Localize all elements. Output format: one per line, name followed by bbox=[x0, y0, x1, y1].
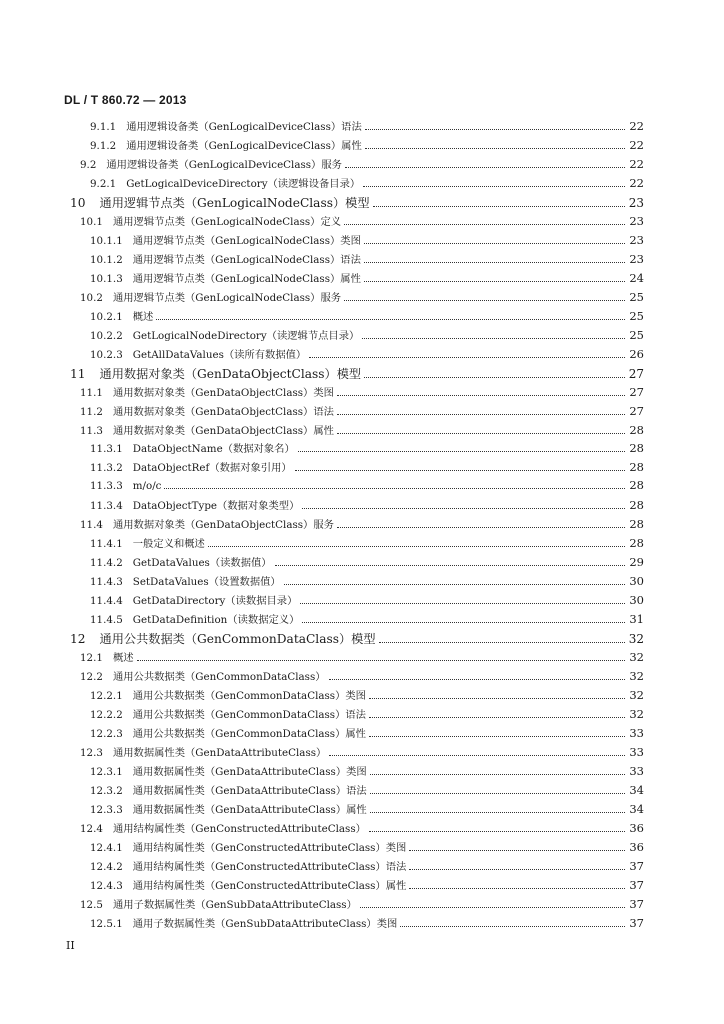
toc-entry-number: 11.3 bbox=[80, 424, 103, 437]
dot-leader bbox=[295, 462, 625, 472]
toc-entry-number: 9.1.1 bbox=[90, 121, 117, 133]
toc-entry-page: 28 bbox=[629, 498, 644, 513]
toc-entry-title: 通用数据对象类（GenDataObjectClass）属性 bbox=[112, 424, 334, 437]
toc-entry-number: 11.3.2 bbox=[90, 462, 123, 475]
toc-entry[interactable] bbox=[64, 763, 644, 782]
dot-leader bbox=[369, 822, 625, 832]
toc-entry-page: 36 bbox=[629, 820, 644, 835]
toc-entry-title: 概述 bbox=[132, 310, 154, 323]
toc-entry-number: 11 bbox=[70, 366, 86, 381]
dot-leader bbox=[369, 727, 625, 737]
dot-leader bbox=[344, 215, 625, 225]
dot-leader bbox=[370, 784, 625, 794]
toc-entry[interactable] bbox=[64, 877, 644, 896]
toc-entry-page: 25 bbox=[629, 308, 644, 323]
dot-leader bbox=[370, 765, 625, 775]
toc-entry[interactable] bbox=[64, 801, 644, 820]
toc-entry-page: 37 bbox=[629, 915, 644, 930]
toc-entry[interactable] bbox=[64, 422, 644, 441]
dot-leader bbox=[302, 500, 625, 510]
toc-entry-title: GetDataValues（读数据值） bbox=[132, 557, 272, 570]
dot-leader bbox=[337, 424, 625, 434]
toc-entry-title: 一般定义和概述 bbox=[132, 538, 205, 551]
toc-entry-page: 27 bbox=[628, 366, 644, 381]
toc-entry-title: 通用数据属性类（GenDataAttributeClass）语法 bbox=[132, 784, 367, 797]
dot-leader bbox=[344, 291, 625, 301]
dot-leader bbox=[337, 519, 625, 529]
toc-entry-title: 通用数据对象类（GenDataObjectClass）语法 bbox=[112, 405, 334, 418]
toc-entry[interactable] bbox=[64, 137, 644, 156]
toc-entry-title: 通用结构属性类（GenConstructedAttributeClass）属性 bbox=[132, 879, 407, 892]
dot-leader bbox=[329, 670, 625, 680]
toc-entry-page: 26 bbox=[629, 346, 644, 361]
toc-entry-number: 12.5 bbox=[80, 898, 103, 911]
toc-entry-title: 通用数据对象类（GenDataObjectClass）类图 bbox=[112, 386, 334, 399]
toc-entry-title: 通用子数据属性类（GenSubDataAttributeClass） bbox=[112, 898, 357, 911]
toc-entry-title: 通用子数据属性类（GenSubDataAttributeClass）类图 bbox=[132, 917, 398, 930]
toc-entry-title: 通用逻辑设备类（GenLogicalDeviceClass）服务 bbox=[106, 158, 342, 171]
toc-entry-page: 28 bbox=[629, 478, 644, 493]
toc-entry-number: 12.5.1 bbox=[90, 917, 123, 930]
toc-entry-title: 通用逻辑节点类（GenLogicalNodeClass）定义 bbox=[112, 215, 342, 228]
toc-entry-title: GetLogicalDeviceDirectory（读逻辑设备目录） bbox=[126, 177, 361, 190]
toc-entry[interactable] bbox=[64, 839, 644, 858]
toc-entry-number: 12.4 bbox=[80, 822, 103, 835]
toc-entry[interactable] bbox=[64, 251, 644, 270]
toc-entry-title: 通用公共数据类（GenCommonDataClass）模型 bbox=[99, 632, 376, 647]
toc-entry[interactable] bbox=[64, 554, 644, 573]
toc-entry-page: 29 bbox=[629, 555, 644, 570]
toc-entry[interactable] bbox=[64, 744, 644, 763]
dot-leader bbox=[373, 196, 625, 207]
toc-entry-page: 37 bbox=[629, 877, 644, 892]
toc-entry[interactable] bbox=[64, 118, 644, 137]
toc-entry[interactable] bbox=[64, 289, 644, 308]
toc-entry[interactable] bbox=[64, 725, 644, 744]
toc-entry[interactable] bbox=[64, 175, 644, 194]
toc-entry-title: DataObjectName（数据对象名） bbox=[132, 443, 295, 456]
toc-entry-number: 10.2.2 bbox=[90, 329, 123, 342]
toc-entry-number: 12.3.2 bbox=[90, 784, 123, 797]
toc-entry[interactable] bbox=[64, 668, 644, 687]
toc-entry-number: 12.4.2 bbox=[90, 860, 123, 873]
toc-entry-page: 22 bbox=[629, 156, 644, 171]
dot-leader bbox=[370, 803, 625, 813]
toc-entry-number: 11.1 bbox=[80, 386, 103, 399]
toc-entry[interactable] bbox=[64, 440, 644, 459]
toc-entry[interactable] bbox=[64, 858, 644, 877]
toc-entry-title: 通用逻辑设备类（GenLogicalDeviceClass）语法 bbox=[126, 121, 362, 133]
toc-entry-page: 27 bbox=[629, 384, 644, 399]
toc-entry-number: 12.2.3 bbox=[90, 728, 123, 740]
toc-entry[interactable] bbox=[64, 497, 644, 516]
toc-entry-number: 11.4.1 bbox=[90, 538, 123, 551]
toc-entry[interactable] bbox=[64, 611, 644, 630]
toc-entry-number: 9.2 bbox=[80, 158, 97, 171]
toc-entry-number: 10.1.2 bbox=[90, 253, 123, 266]
toc-entry-page: 22 bbox=[629, 137, 644, 152]
toc-entry-number: 10.2 bbox=[80, 291, 103, 304]
toc-entry-number: 10.1 bbox=[80, 215, 103, 228]
dot-leader bbox=[137, 651, 625, 661]
toc-entry-number: 10 bbox=[70, 195, 86, 210]
toc-entry-title: 通用数据属性类（GenDataAttributeClass）类图 bbox=[132, 765, 367, 778]
toc-entry-page: 33 bbox=[629, 763, 644, 778]
toc-entry-page: 37 bbox=[629, 858, 644, 873]
dot-leader bbox=[300, 594, 625, 604]
toc-entry[interactable] bbox=[64, 478, 644, 497]
toc-entry-number: 12.3.3 bbox=[90, 803, 123, 816]
toc-entry-number: 11.3.3 bbox=[90, 480, 123, 493]
toc-entry-number: 11.4 bbox=[80, 519, 103, 532]
toc-entry-number: 11.3.4 bbox=[90, 500, 123, 513]
toc-entry-page: 34 bbox=[629, 801, 644, 816]
toc-entry[interactable] bbox=[64, 403, 644, 422]
toc-entry-number: 11.4.4 bbox=[90, 595, 123, 608]
toc-entry[interactable] bbox=[64, 820, 644, 839]
toc-entry-number: 12.3 bbox=[80, 746, 103, 759]
toc-entry-number: 11.4.5 bbox=[90, 614, 123, 627]
toc-entry-title: SetDataValues（设置数据值） bbox=[132, 576, 281, 589]
toc-entry-page: 28 bbox=[629, 536, 644, 551]
toc-entry-page: 33 bbox=[629, 744, 644, 759]
toc-entry[interactable] bbox=[64, 516, 644, 535]
toc-entry-page: 34 bbox=[629, 782, 644, 797]
toc-entry-number: 9.2.1 bbox=[90, 177, 117, 190]
toc-entry-page: 27 bbox=[629, 403, 644, 418]
toc-entry-title: 通用数据对象类（GenDataObjectClass）模型 bbox=[99, 366, 362, 381]
toc-entry[interactable] bbox=[64, 327, 644, 346]
toc-entry[interactable] bbox=[64, 915, 644, 934]
toc-entry-title: 通用结构属性类（GenConstructedAttributeClass）类图 bbox=[132, 841, 407, 854]
document-header: DL / T 860.72 — 2013 bbox=[64, 93, 187, 107]
toc-entry-title: GetAllDataValues（读所有数据值） bbox=[132, 348, 307, 361]
dot-leader bbox=[379, 632, 625, 643]
dot-leader bbox=[369, 708, 625, 718]
toc-entry-title: GetLogicalNodeDirectory（读逻辑节点目录） bbox=[132, 329, 360, 342]
dot-leader bbox=[409, 860, 625, 870]
toc-entry-title: 通用公共数据类（GenCommonDataClass）类图 bbox=[132, 690, 366, 703]
toc-entry-number: 10.1.1 bbox=[90, 234, 123, 247]
toc-entry[interactable] bbox=[64, 346, 644, 365]
dot-leader bbox=[156, 310, 625, 320]
toc-entry-title: 通用公共数据类（GenCommonDataClass）属性 bbox=[132, 728, 366, 740]
page-number: II bbox=[66, 939, 75, 952]
dot-leader bbox=[364, 253, 625, 263]
toc-entry-number: 12.3.1 bbox=[90, 765, 123, 778]
toc-entry-number: 12 bbox=[70, 632, 86, 647]
dot-leader bbox=[409, 841, 625, 851]
dot-leader bbox=[364, 366, 625, 377]
toc-entry[interactable] bbox=[64, 194, 644, 213]
toc-entry-number: 11.4.3 bbox=[90, 576, 123, 589]
toc-entry-page: 22 bbox=[629, 175, 644, 190]
toc-entry[interactable] bbox=[64, 232, 644, 251]
toc-entry-title: GetDataDirectory（读数据目录） bbox=[132, 595, 298, 608]
toc-entry-page: 28 bbox=[629, 460, 644, 475]
toc-entry-number: 10.2.3 bbox=[90, 348, 123, 361]
toc-entry[interactable] bbox=[64, 535, 644, 554]
toc-entry[interactable] bbox=[64, 213, 644, 232]
toc-entry[interactable] bbox=[64, 270, 644, 289]
toc-entry-title: 通用公共数据类（GenCommonDataClass）语法 bbox=[132, 709, 366, 722]
toc-entry-number: 9.1.2 bbox=[90, 139, 117, 152]
toc-entry-title: DataObjectRef（数据对象引用） bbox=[132, 462, 292, 475]
toc-entry-page: 23 bbox=[629, 232, 644, 247]
toc-entry-title: 通用逻辑节点类（GenLogicalNodeClass）类图 bbox=[132, 234, 361, 247]
toc-entry-page: 32 bbox=[629, 650, 644, 665]
toc-entry-page: 23 bbox=[629, 251, 644, 266]
dot-leader bbox=[365, 120, 625, 130]
toc-entry-page: 30 bbox=[629, 574, 644, 589]
dot-leader bbox=[345, 158, 625, 168]
toc-entry-title: 通用逻辑节点类（GenLogicalNodeClass）服务 bbox=[112, 291, 342, 304]
dot-leader bbox=[369, 689, 625, 699]
toc-entry-title: 通用结构属性类（GenConstructedAttributeClass）语法 bbox=[132, 860, 407, 873]
toc-entry-number: 10.1.3 bbox=[90, 272, 123, 285]
toc-entry-number: 12.4.1 bbox=[90, 841, 123, 854]
toc-entry[interactable] bbox=[64, 706, 644, 725]
toc-entry-page: 23 bbox=[629, 213, 644, 228]
toc-entry-page: 32 bbox=[629, 688, 644, 703]
toc-entry-page: 32 bbox=[628, 632, 644, 647]
toc-entry-number: 10.2.1 bbox=[90, 310, 123, 323]
toc-entry-page: 22 bbox=[629, 119, 644, 133]
toc-entry-page: 37 bbox=[629, 896, 644, 911]
toc-entry-page: 28 bbox=[629, 441, 644, 456]
dot-leader bbox=[360, 898, 625, 908]
toc-entry[interactable] bbox=[64, 687, 644, 706]
toc-entry-number: 12.4.3 bbox=[90, 879, 123, 892]
toc-entry-page: 36 bbox=[629, 839, 644, 854]
toc-entry[interactable] bbox=[64, 384, 644, 403]
dot-leader bbox=[409, 879, 625, 889]
toc-entry-title: 通用逻辑设备类（GenLogicalDeviceClass）属性 bbox=[126, 139, 362, 152]
toc-entry[interactable] bbox=[64, 459, 644, 478]
toc-entry-page: 32 bbox=[629, 707, 644, 722]
dot-leader bbox=[337, 405, 625, 415]
dot-leader bbox=[364, 272, 625, 282]
toc-entry-title: DataObjectType（数据对象类型） bbox=[132, 500, 300, 513]
toc-entry-page: 30 bbox=[629, 593, 644, 608]
toc-entry-title: 通用数据对象类（GenDataObjectClass）服务 bbox=[112, 519, 334, 532]
toc-entry-number: 12.1 bbox=[80, 652, 103, 665]
toc-entry-page: 32 bbox=[629, 669, 644, 684]
dot-leader bbox=[302, 613, 625, 623]
toc-entry[interactable] bbox=[64, 573, 644, 592]
toc-entry-title: 通用逻辑节点类（GenLogicalNodeClass）属性 bbox=[132, 272, 361, 285]
toc-entry-page: 31 bbox=[629, 612, 644, 627]
dot-leader bbox=[329, 746, 625, 756]
toc-entry-number: 12.2.2 bbox=[90, 709, 123, 722]
dot-leader bbox=[275, 557, 625, 567]
toc-entry[interactable] bbox=[64, 896, 644, 915]
toc-entry-page: 23 bbox=[628, 195, 644, 210]
toc-entry-number: 11.2 bbox=[80, 405, 103, 418]
toc-entry[interactable] bbox=[64, 308, 644, 327]
toc-entry-number: 12.2.1 bbox=[90, 690, 123, 703]
toc-entry-title: 通用数据属性类（GenDataAttributeClass）属性 bbox=[132, 803, 367, 816]
dot-leader bbox=[364, 234, 625, 244]
dot-leader bbox=[363, 177, 625, 187]
toc-entry-number: 11.3.1 bbox=[90, 443, 123, 456]
toc-entry[interactable] bbox=[64, 365, 644, 384]
dot-leader bbox=[298, 443, 625, 453]
toc-entry-title: m/o/c bbox=[132, 480, 162, 493]
toc-entry[interactable] bbox=[64, 782, 644, 801]
dot-leader bbox=[284, 576, 625, 586]
toc-entry-number: 12.2 bbox=[80, 671, 103, 684]
toc-entry-page: 28 bbox=[629, 422, 644, 437]
dot-leader bbox=[208, 538, 625, 548]
toc-entry[interactable] bbox=[64, 649, 644, 668]
toc-entry[interactable] bbox=[64, 592, 644, 611]
dot-leader bbox=[337, 386, 625, 396]
toc-entry[interactable] bbox=[64, 156, 644, 175]
dot-leader bbox=[164, 480, 625, 490]
dot-leader bbox=[309, 348, 625, 358]
toc-entry-title: 通用逻辑节点类（GenLogicalNodeClass）语法 bbox=[132, 253, 361, 266]
toc-entry-title: 通用公共数据类（GenCommonDataClass） bbox=[112, 671, 326, 684]
dot-leader bbox=[365, 139, 625, 149]
toc-entry-number: 11.4.2 bbox=[90, 557, 123, 570]
table-of-contents bbox=[64, 118, 644, 934]
toc-entry-page: 33 bbox=[629, 726, 644, 740]
toc-entry-title: GetDataDefinition（读数据定义） bbox=[132, 614, 300, 627]
toc-entry[interactable] bbox=[64, 630, 644, 649]
toc-entry-title: 通用数据属性类（GenDataAttributeClass） bbox=[112, 746, 327, 759]
toc-entry-title: 通用结构属性类（GenConstructedAttributeClass） bbox=[112, 822, 366, 835]
toc-entry-title: 通用逻辑节点类（GenLogicalNodeClass）模型 bbox=[99, 195, 370, 210]
toc-entry-page: 24 bbox=[629, 270, 644, 285]
toc-entry-title: 概述 bbox=[112, 652, 134, 665]
toc-entry-page: 25 bbox=[629, 327, 644, 342]
toc-entry-page: 28 bbox=[629, 517, 644, 532]
toc-entry-page: 25 bbox=[629, 289, 644, 304]
dot-leader bbox=[362, 329, 625, 339]
dot-leader bbox=[400, 917, 625, 927]
